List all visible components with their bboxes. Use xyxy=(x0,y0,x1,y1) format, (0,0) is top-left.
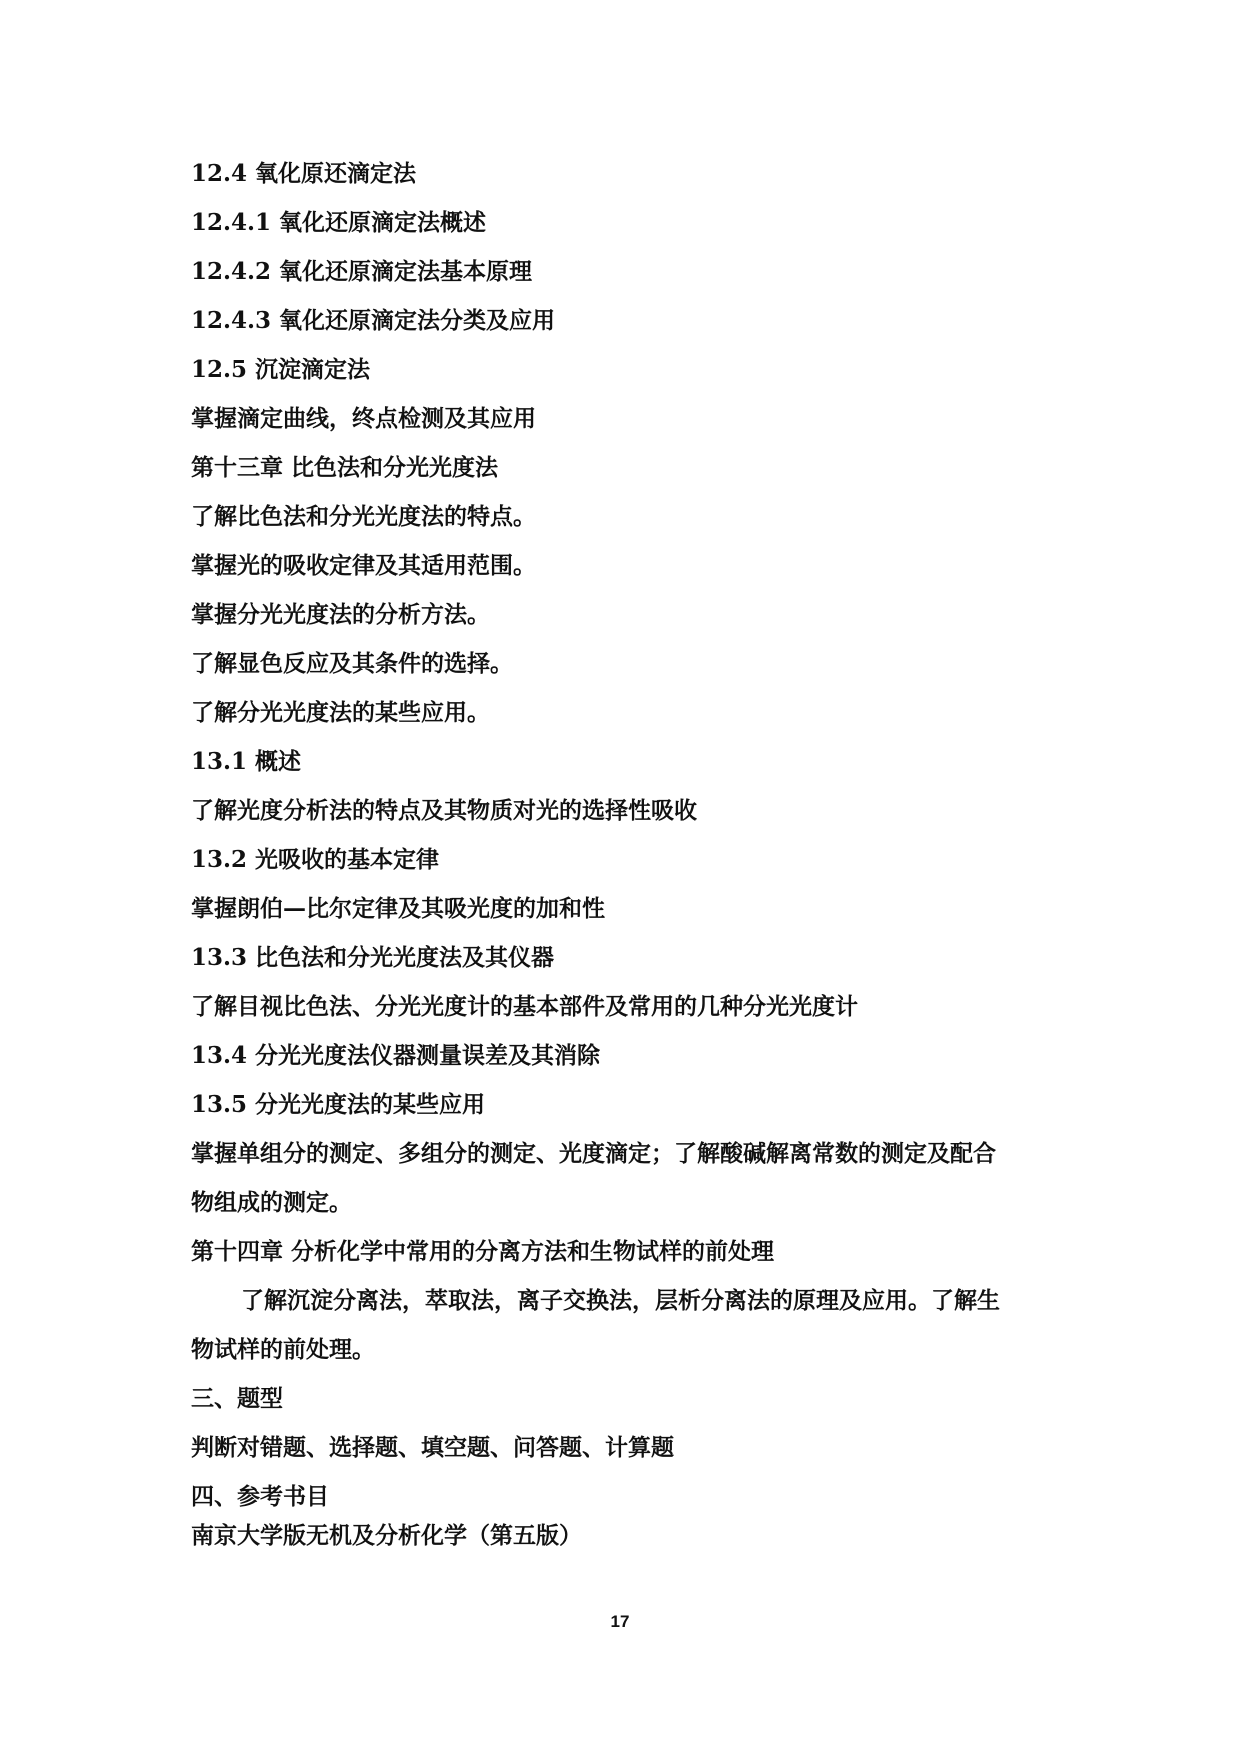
section-question-types: 三、题型 xyxy=(191,1385,283,1412)
reference-book: 南京大学版无机及分析化学（第五版） xyxy=(191,1522,582,1549)
paragraph: 了解显色反应及其条件的选择。 xyxy=(191,650,513,677)
heading-12-4-3: 12.4.3 氧化还原滴定法分类及应用 xyxy=(191,307,556,334)
heading-13-4: 13.4 分光光度法仪器测量误差及其消除 xyxy=(191,1042,601,1069)
heading-12-4-1: 12.4.1 氧化还原滴定法概述 xyxy=(191,209,487,236)
chapter-14-title: 第十四章 分析化学中常用的分离方法和生物试样的前处理 xyxy=(191,1238,775,1265)
paragraph: 了解分光光度法的某些应用。 xyxy=(191,699,490,726)
paragraph: 掌握朗伯—比尔定律及其吸光度的加和性 xyxy=(191,895,605,922)
paragraph: 掌握滴定曲线，终点检测及其应用 xyxy=(191,405,536,432)
heading-12-5: 12.5 沉淀滴定法 xyxy=(191,356,371,383)
document-body xyxy=(191,157,1071,1568)
chapter-13-title: 第十三章 比色法和分光光度法 xyxy=(191,454,499,481)
section-references: 四、参考书目 xyxy=(191,1483,329,1510)
paragraph: 了解光度分析法的特点及其物质对光的选择性吸收 xyxy=(191,797,697,824)
heading-13-5: 13.5 分光光度法的某些应用 xyxy=(191,1091,486,1118)
page-number: 17 xyxy=(610,1612,630,1631)
paragraph: 物试样的前处理。 xyxy=(191,1336,375,1363)
heading-13-3: 13.3 比色法和分光光度法及其仪器 xyxy=(191,944,555,971)
heading-12-4-2: 12.4.2 氧化还原滴定法基本原理 xyxy=(191,258,533,285)
paragraph: 掌握光的吸收定律及其适用范围。 xyxy=(191,552,536,579)
heading-12-4: 12.4 氧化原还滴定法 xyxy=(191,160,417,187)
paragraph: 了解比色法和分光光度法的特点。 xyxy=(191,503,536,530)
paragraph: 判断对错题、选择题、填空题、问答题、计算题 xyxy=(191,1434,674,1461)
paragraph: 了解沉淀分离法，萃取法，离子交换法，层析分离法的原理及应用。了解生 xyxy=(241,1287,1000,1314)
paragraph: 掌握单组分的测定、多组分的测定、光度滴定；了解酸碱解离常数的测定及配合 xyxy=(191,1140,996,1167)
paragraph: 了解目视比色法、分光光度计的基本部件及常用的几种分光光度计 xyxy=(191,993,858,1020)
paragraph: 物组成的测定。 xyxy=(191,1189,352,1216)
heading-13-2: 13.2 光吸收的基本定律 xyxy=(191,846,440,873)
paragraph: 掌握分光光度法的分析方法。 xyxy=(191,601,490,628)
heading-13-1: 13.1 概述 xyxy=(191,748,302,775)
